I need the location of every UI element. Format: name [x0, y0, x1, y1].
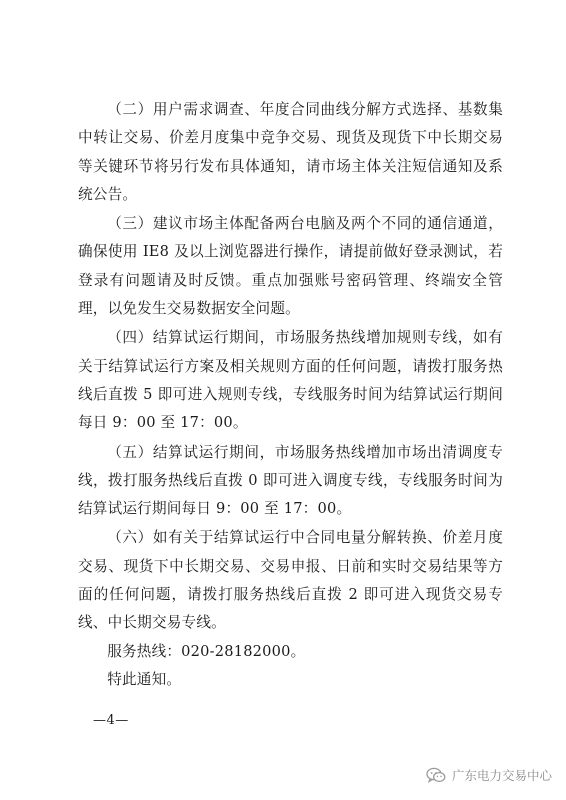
wechat-icon [426, 767, 446, 784]
closing-notice: 特此通知。 [107, 670, 182, 688]
paragraph-2: （二）用户需求调查、年度合同曲线分解方式选择、基数集中转让交易、价差月度集中竞争交易、现货及现货下中长期交易等关键环节将另行发布具体通知，请市场主体关注短信通知及系统公告。 [78, 101, 503, 203]
paragraph-5: （五）结算试运行期间，市场服务热线增加市场出清调度专线，拨打服务热线后直拨 0 即可进入调度专线，专线服务时间为结算试运行期间每日 9：00 至 17：00。 [78, 443, 503, 518]
watermark-text: 广东电力交易中心 [451, 768, 552, 783]
page-number: —4— [93, 713, 129, 728]
paragraph-3: （三）建议市场主体配备两台电脑及两个不同的通信通道，确保使用 IE8 及以上浏览器进行操作，请提前做好登录测试，若登录有问题请及时反馈。重点加强账号密码管理、终端安全管理，以免发生交易数据安全问题。 [78, 215, 503, 318]
service-hotline: 服务热线：020-28182000。 [107, 642, 306, 660]
paragraph-6: （六）如有关于结算试运行中合同电量分解转换、价差月度交易、现货下中长期交易、交易申报、日前和实时交易结果等方面的任何问题，请拨打服务热线后直拨 2 即可进入现货交易专线、中长期交易专线。 [78, 529, 503, 632]
paragraph-4: （四）结算试运行期间，市场服务热线增加规则专线，如有关于结算试运行方案及相关规则方面的任何问题，请拨打服务热线后直拨 5 即可进入规则专线，专线服务时间为结算试运行期间每日 9：00 至 17：00。 [78, 329, 503, 432]
document-body [78, 96, 503, 694]
wechat-watermark [426, 766, 552, 784]
